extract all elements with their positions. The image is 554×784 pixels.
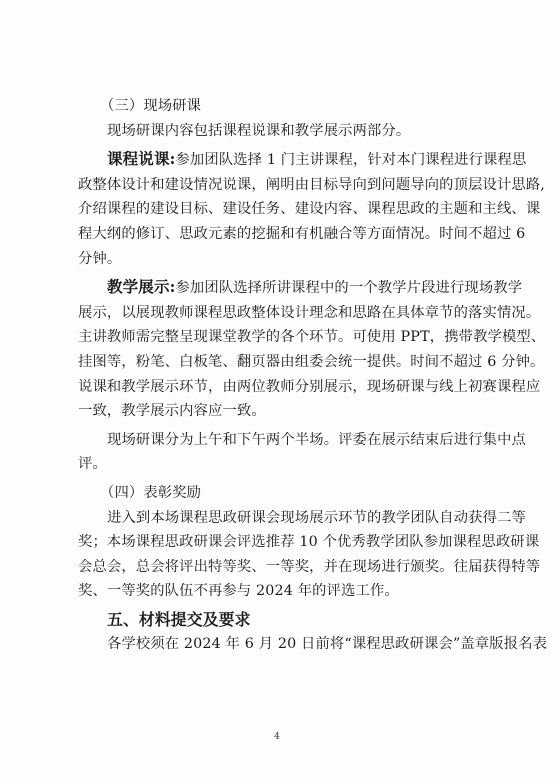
section-four-line: 进入到本场课程思政研课会现场展示环节的教学团队自动获得二等 xyxy=(107,509,526,526)
course-talk-line: 介绍课程的建设目标、建设任务、建设内容、课程思政的主题和主线、课 xyxy=(78,201,541,218)
course-talk-line: 分钟。 xyxy=(78,250,122,267)
teaching-show-line: 主讲教师需完整呈现课堂教学的各个环节。可使用 PPT，携带教学模型、 xyxy=(78,329,546,346)
sessions-line: 现场研课分为上午和下午两个半场。评委在展示结束后进行集中点 xyxy=(107,431,526,448)
section-five-line: 各学校须在 2024 年 6 月 20 日前将“课程思政研课会”盖章版报名表 xyxy=(107,636,548,653)
course-talk-first-line xyxy=(78,147,527,173)
teaching-show-text: 参加团队选择所讲课程中的一个教学片段进行现场教学 xyxy=(175,280,523,297)
section-four-line: 奖、一等奖的队伍不再参与 2024 年的评选工作。 xyxy=(78,583,399,600)
section-four-line: 奖；本场课程思政研课会评选推荐 10 个优秀教学团队参加课程思政研课 xyxy=(78,534,540,551)
section-four-line: 会总会，总会将评出特等奖、一等奖，并在现场进行颁奖。往届获得特等 xyxy=(78,558,541,575)
teaching-show-line: 一致，教学展示内容应一致。 xyxy=(78,403,266,420)
course-talk-label: 课程说课: xyxy=(107,149,176,169)
page-content xyxy=(78,94,548,657)
section-five-title: 五、材料提交及要求 xyxy=(107,609,251,629)
course-talk-line: 政整体设计和建设情况说课，阐明由目标导向到问题导向的顶层设计思路, xyxy=(78,176,545,193)
sessions-line: 评。 xyxy=(78,456,107,473)
teaching-show-line: 展示，以展现教师课程思政整体设计理念和思路在具体章节的落实情况。 xyxy=(78,304,541,321)
teaching-show-line: 挂图等，粉笔、白板笔、翻页器由组委会统一提供。时间不超过 6 分钟。 xyxy=(78,353,545,370)
section-three-intro: 现场研课内容包括课程说课和教学展示两部分。 xyxy=(107,122,411,139)
page-number: 4 xyxy=(274,732,280,742)
teaching-show-label: 教学展示: xyxy=(107,277,176,297)
course-talk-line: 程大纲的修订、思政元素的挖掘和有机融合等方面情况。时间不超过 6 xyxy=(78,225,526,242)
section-four-title: （四）表彰奖励 xyxy=(100,484,202,501)
section-three-title: （三）现场研课 xyxy=(100,98,202,114)
teaching-show-first-line xyxy=(78,275,523,301)
course-talk-text: 参加团队选择 1 门主讲课程，针对本门课程进行课程思 xyxy=(175,152,527,169)
teaching-show-line: 说课和教学展示环节，由两位教师分别展示，现场研课与线上初赛课程应 xyxy=(78,378,541,395)
